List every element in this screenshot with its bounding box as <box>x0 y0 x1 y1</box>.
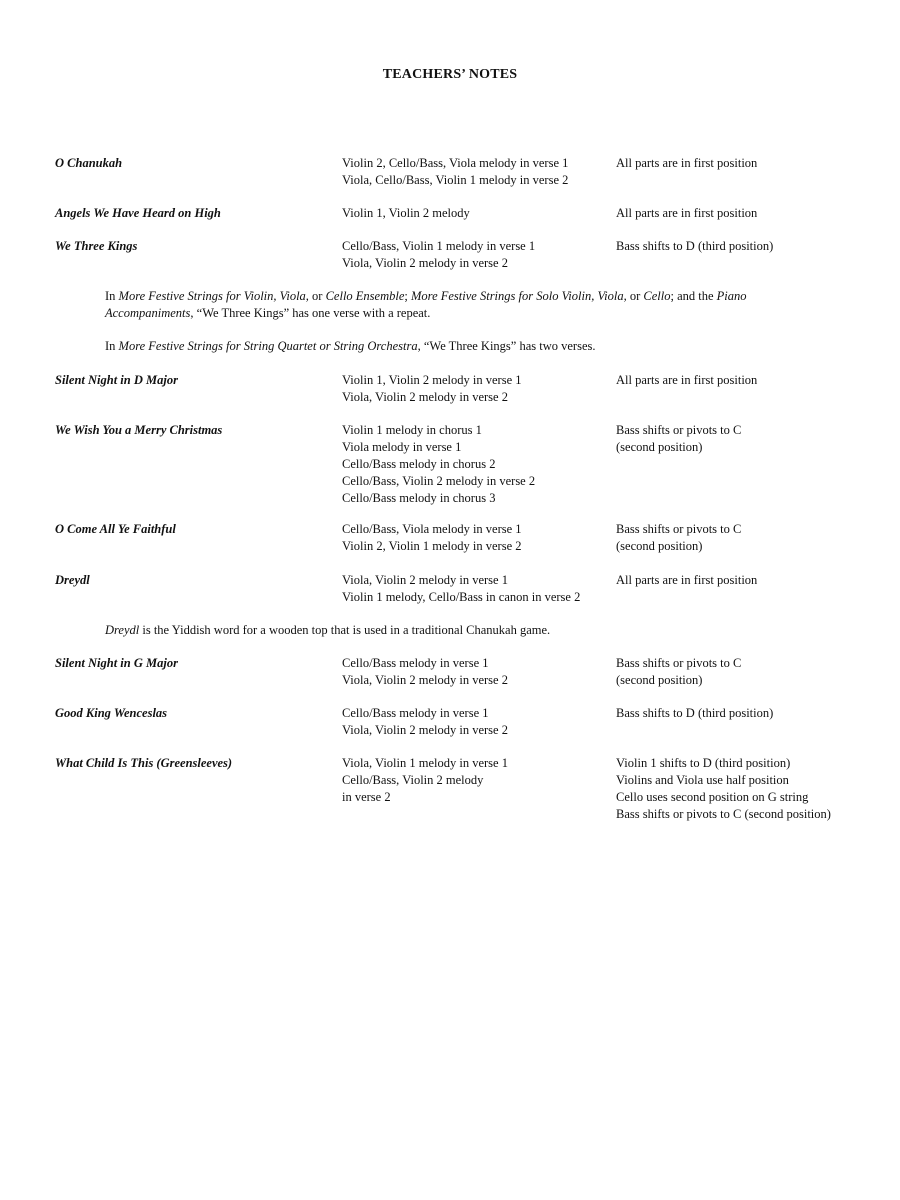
position-note: Bass shifts to D (third position) <box>616 706 774 720</box>
position-note: (second position) <box>616 440 703 454</box>
song-title-cell <box>55 372 178 389</box>
song-title-cell <box>55 572 90 589</box>
song-title: Silent Night in G Major <box>55 656 178 670</box>
melody-line: Violin 1, Violin 2 melody in verse 1 <box>342 373 522 387</box>
position-notes-cell <box>616 155 757 172</box>
position-notes-cell <box>616 422 741 456</box>
song-title: Silent Night in D Major <box>55 373 178 387</box>
position-note: Bass shifts to D (third position) <box>616 239 774 253</box>
melody-line: in verse 2 <box>342 790 391 804</box>
melody-parts-cell <box>342 372 522 406</box>
melody-line: Cello/Bass melody in verse 1 <box>342 706 489 720</box>
melody-line: Violin 1, Violin 2 melody <box>342 206 470 220</box>
position-notes-cell <box>616 372 757 389</box>
song-title: O Chanukah <box>55 156 123 170</box>
melody-line: Violin 1 melody in chorus 1 <box>342 423 482 437</box>
melody-line: Viola, Violin 2 melody in verse 2 <box>342 723 508 737</box>
position-note: Violins and Viola use half position <box>616 773 789 787</box>
song-title-cell <box>55 155 122 172</box>
position-note: (second position) <box>616 673 703 687</box>
position-notes-cell <box>616 572 757 589</box>
song-title: What Child Is This (Greensleeves) <box>55 756 233 770</box>
melody-parts-cell <box>342 655 508 689</box>
position-note: Bass shifts or pivots to C <box>616 423 742 437</box>
song-title: We Three Kings <box>55 239 138 253</box>
melody-line: Cello/Bass, Violin 2 melody in verse 2 <box>342 474 536 488</box>
song-title-cell <box>55 205 221 222</box>
melody-line: Cello/Bass, Violin 2 melody <box>342 773 484 787</box>
position-note: Bass shifts or pivots to C <box>616 522 742 536</box>
note-paragraph-dreydl: Dreydl is the Yiddish word for a wooden top that is used in a traditional Chanukah game. <box>105 623 551 637</box>
position-notes-cell <box>616 238 773 255</box>
melody-parts-cell <box>342 572 580 606</box>
page-title: TEACHERS’ NOTES <box>382 67 518 82</box>
melody-line: Cello/Bass, Violin 1 melody in verse 1 <box>342 239 536 253</box>
song-title: Angels We Have Heard on High <box>55 206 221 220</box>
melody-line: Viola, Cello/Bass, Violin 1 melody in verse 2 <box>342 173 569 187</box>
melody-line: Cello/Bass melody in chorus 3 <box>342 491 496 505</box>
position-note: All parts are in first position <box>616 573 758 587</box>
song-title: O Come All Ye Faithful <box>55 522 176 536</box>
song-title: We Wish You a Merry Christmas <box>55 423 223 437</box>
melody-line: Viola, Violin 2 melody in verse 2 <box>342 256 508 270</box>
song-title: Dreydl <box>55 573 90 587</box>
melody-parts-cell <box>342 521 522 555</box>
melody-line: Viola, Violin 1 melody in verse 1 <box>342 756 508 770</box>
position-notes-cell <box>616 205 757 222</box>
melody-parts-cell <box>342 755 508 806</box>
melody-line: Viola, Violin 2 melody in verse 2 <box>342 673 508 687</box>
position-note: All parts are in first position <box>616 206 758 220</box>
song-title-cell <box>55 238 137 255</box>
position-note: Violin 1 shifts to D (third position) <box>616 756 791 770</box>
melody-parts-cell <box>342 205 470 222</box>
song-title-cell <box>55 422 222 439</box>
position-notes-cell <box>616 521 741 555</box>
melody-line: Viola, Violin 2 melody in verse 1 <box>342 573 508 587</box>
position-notes-cell <box>616 755 831 823</box>
song-title-cell <box>55 521 176 538</box>
melody-line: Violin 2, Cello/Bass, Viola melody in verse 1 <box>342 156 569 170</box>
melody-line: Cello/Bass melody in verse 1 <box>342 656 489 670</box>
song-title-cell <box>55 755 232 772</box>
position-note: Bass shifts or pivots to C <box>616 656 742 670</box>
melody-line: Violin 2, Violin 1 melody in verse 2 <box>342 539 522 553</box>
song-title-cell <box>55 705 167 722</box>
melody-line: Violin 1 melody, Cello/Bass in canon in verse 2 <box>342 590 581 604</box>
position-notes-cell <box>616 655 741 689</box>
note-paragraph-we-three-kings-quartet: In More Festive Strings for String Quartet or String Orchestra, “We Three Kings” has two verses. <box>105 339 596 353</box>
note-paragraph-we-three-kings-editions: In More Festive Strings for Violin, Viola, or Cello Ensemble; More Festive Strings for Solo Violin, Viola, or Cello; and the Piano Accompaniments, “We Three Kings” has one verse with a repeat. <box>105 289 747 320</box>
melody-parts-cell <box>342 155 568 189</box>
melody-line: Viola, Violin 2 melody in verse 2 <box>342 390 508 404</box>
melody-line: Cello/Bass, Viola melody in verse 1 <box>342 522 522 536</box>
position-note: All parts are in first position <box>616 373 758 387</box>
song-title-cell <box>55 655 178 672</box>
melody-line: Viola melody in verse 1 <box>342 440 462 454</box>
position-note: All parts are in first position <box>616 156 758 170</box>
melody-parts-cell <box>342 705 508 739</box>
melody-parts-cell <box>342 422 535 507</box>
position-notes-cell <box>616 705 773 722</box>
melody-line: Cello/Bass melody in chorus 2 <box>342 457 496 471</box>
song-title: Good King Wenceslas <box>55 706 168 720</box>
melody-parts-cell <box>342 238 535 272</box>
position-note: Bass shifts or pivots to C (second position) <box>616 807 831 821</box>
position-note: (second position) <box>616 539 703 553</box>
position-note: Cello uses second position on G string <box>616 790 809 804</box>
